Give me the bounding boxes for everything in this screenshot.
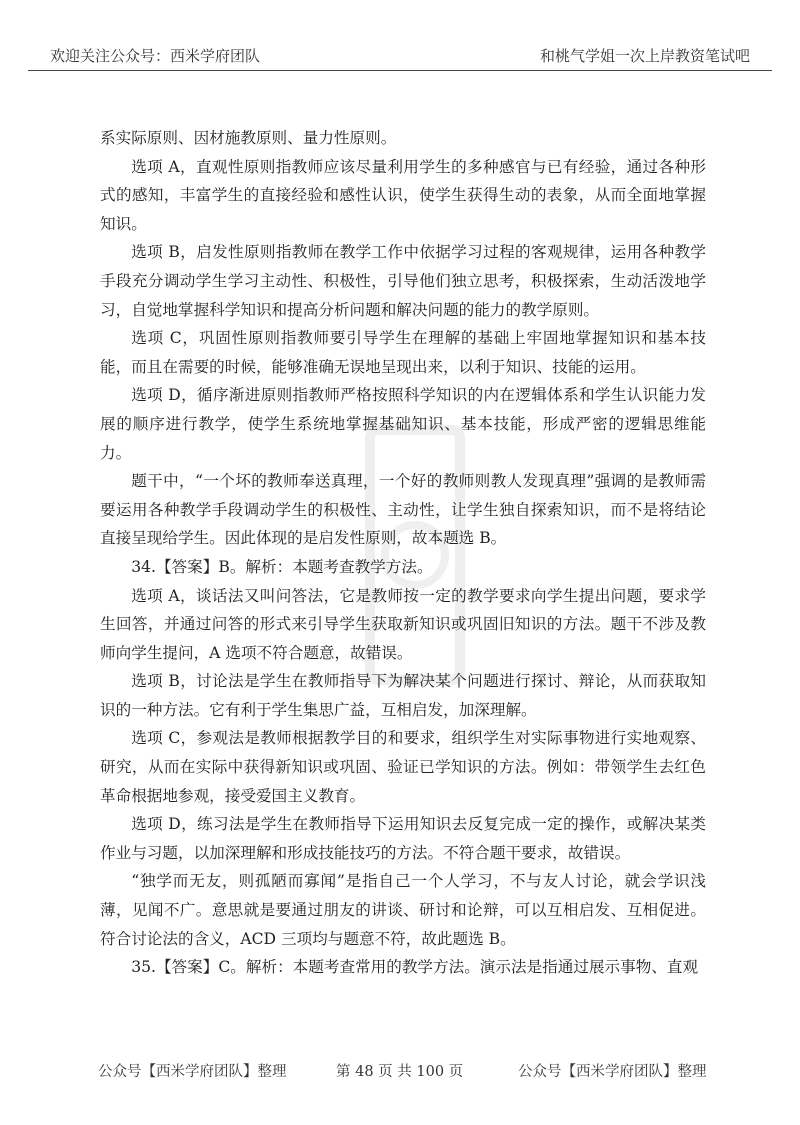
paragraph: 题干中，“一个坏的教师奉送真理，一个好的教师则教人发现真理”强调的是教师需要运用各种教学手段调动学生的积极性、主动性，让学生独自探索知识，而不是将结论直接呈现给学生。因此体现的是启发性原则，故本题选 B。 [100,472,706,548]
answer-heading: 34.【答案】B。解析：本题考查教学方法。 [131,557,433,576]
document-body [100,124,706,982]
paragraph: 选项 C，巩固性原则指教师要引导学生在理解的基础上牢固地掌握知识和基本技能，而且在需要的时候，能够准确无误地呈现出来，以利于知识、技能的运用。 [100,329,706,376]
paragraph: 选项 B，启发性原则指教师在教学工作中依据学习过程的客观规律，运用各种教学手段充分调动学生学习主动性、积极性，引导他们独立思考，积极探索，生动活泼地学习，自觉地掌握科学知识和提高分析问题和解决问题的能力的教学原则。 [100,243,706,319]
paragraph: 选项 D，循序渐进原则指教师严格按照科学知识的内在逻辑体系和学生认识能力发展的顺序进行教学，使学生系统地掌握基础知识、基本技能，形成严密的逻辑思维能力。 [100,386,706,462]
page-number: 第 48 页 共 100 页 [336,1064,464,1080]
page-footer [0,1060,800,1084]
paragraph: 选项 A，谈话法又叫问答法，它是教师按一定的教学要求向学生提出问题，要求学生回答，并通过问答的形式来引导学生获取新知识或巩固旧知识的方法。题干不涉及教师向学生提问，A 选项不符合题意，故错误。 [100,586,706,662]
paragraph: 选项 D，练习法是学生在教师指导下运用知识去反复完成一定的操作，或解决某类作业与习题，以加深理解和形成技能技巧的方法。不符合题干要求，故错误。 [100,815,706,862]
paragraph: 选项 C，参观法是教师根据教学目的和要求，组织学生对实际事物进行实地观察、研究，从而在实际中获得新知识或巩固、验证已学知识的方法。例如：带领学生去红色革命根据地参观，接受爱国主义教育。 [100,729,706,805]
footer-right-text: 公众号【西米学府团队】整理 [518,1064,707,1080]
paragraph: “独学而无友，则孤陋而寡闻”是指自己一个人学习，不与友人讨论，就会学识浅薄，见闻不广。意思就是要通过朋友的讲谈、研讨和论辩，可以互相启发、互相促进。符合讨论法的含义，ACD 三项均与题意不符，故此题选 B。 [100,872,706,948]
paragraph: 选项 A，直观性原则指教师应该尽量利用学生的多种感官与已有经验，通过各种形式的感知，丰富学生的直接经验和感性认识，使学生获得生动的表象，从而全面地掌握知识。 [100,157,706,233]
header-left-text: 欢迎关注公众号：西米学府团队 [50,47,261,65]
paragraph: 系实际原则、因材施教原则、量力性原则。 [100,129,397,147]
page-header [28,42,772,71]
answer-heading: 35.【答案】C。解析：本题考查常用的教学方法。演示法是指通过展示事物、直观 [131,958,699,977]
footer-left-text: 公众号【西米学府团队】整理 [98,1064,287,1080]
paragraph: 选项 B，讨论法是学生在教师指导下为解决某个问题进行探讨、辩论，从而获取知识的一种方法。它有利于学生集思广益，互相启发，加深理解。 [100,672,706,719]
header-right-text: 和桃气学姐一次上岸教资笔试吧 [539,47,750,65]
